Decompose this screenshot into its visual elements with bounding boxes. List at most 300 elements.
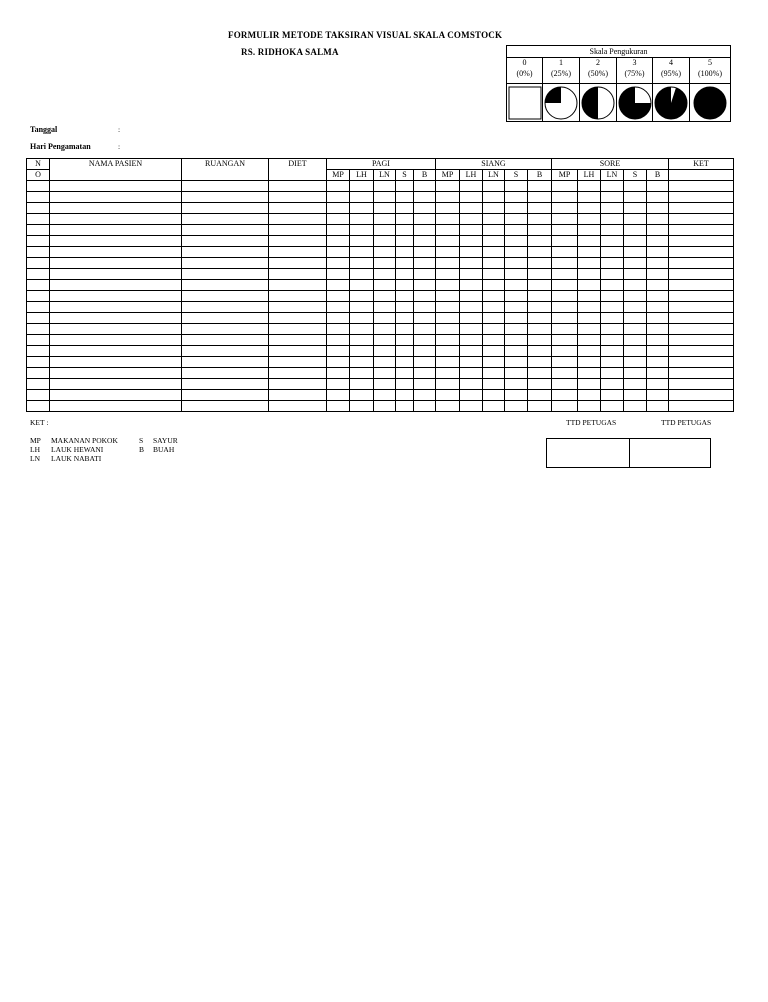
- table-cell[interactable]: [182, 313, 269, 324]
- table-cell[interactable]: [414, 357, 436, 368]
- table-cell[interactable]: [182, 247, 269, 258]
- table-cell[interactable]: [414, 258, 436, 269]
- table-cell[interactable]: [414, 302, 436, 313]
- table-cell[interactable]: [396, 357, 414, 368]
- table-cell[interactable]: [374, 302, 396, 313]
- table-cell[interactable]: [552, 203, 578, 214]
- table-cell[interactable]: [552, 357, 578, 368]
- table-cell[interactable]: [327, 401, 350, 412]
- table-cell[interactable]: [578, 192, 601, 203]
- table-cell[interactable]: [669, 346, 734, 357]
- table-cell[interactable]: [269, 280, 327, 291]
- table-cell[interactable]: [460, 269, 483, 280]
- table-cell[interactable]: [436, 291, 460, 302]
- table-cell[interactable]: [552, 192, 578, 203]
- table-cell[interactable]: [396, 324, 414, 335]
- table-cell[interactable]: [647, 225, 669, 236]
- table-cell[interactable]: [327, 236, 350, 247]
- table-cell[interactable]: [27, 401, 50, 412]
- table-cell[interactable]: [647, 379, 669, 390]
- table-cell[interactable]: [601, 401, 624, 412]
- table-cell[interactable]: [374, 357, 396, 368]
- table-cell[interactable]: [669, 313, 734, 324]
- table-cell[interactable]: [460, 324, 483, 335]
- table-cell[interactable]: [414, 192, 436, 203]
- table-cell[interactable]: [269, 181, 327, 192]
- table-cell[interactable]: [669, 291, 734, 302]
- table-cell[interactable]: [552, 280, 578, 291]
- table-cell[interactable]: [460, 258, 483, 269]
- table-cell[interactable]: [327, 302, 350, 313]
- table-cell[interactable]: [624, 192, 647, 203]
- table-cell[interactable]: [647, 269, 669, 280]
- table-cell[interactable]: [327, 335, 350, 346]
- table-cell[interactable]: [552, 379, 578, 390]
- table-cell[interactable]: [669, 390, 734, 401]
- table-cell[interactable]: [27, 269, 50, 280]
- table-cell[interactable]: [647, 192, 669, 203]
- table-cell[interactable]: [269, 357, 327, 368]
- table-cell[interactable]: [269, 379, 327, 390]
- table-cell[interactable]: [50, 181, 182, 192]
- table-cell[interactable]: [396, 192, 414, 203]
- table-cell[interactable]: [505, 181, 528, 192]
- table-cell[interactable]: [505, 291, 528, 302]
- table-cell[interactable]: [50, 302, 182, 313]
- table-cell[interactable]: [50, 401, 182, 412]
- table-cell[interactable]: [269, 390, 327, 401]
- table-cell[interactable]: [578, 390, 601, 401]
- table-cell[interactable]: [182, 390, 269, 401]
- table-cell[interactable]: [552, 401, 578, 412]
- table-cell[interactable]: [396, 258, 414, 269]
- table-cell[interactable]: [483, 324, 505, 335]
- table-cell[interactable]: [624, 225, 647, 236]
- table-cell[interactable]: [669, 401, 734, 412]
- table-cell[interactable]: [505, 192, 528, 203]
- table-cell[interactable]: [601, 214, 624, 225]
- table-cell[interactable]: [483, 357, 505, 368]
- table-cell[interactable]: [624, 280, 647, 291]
- table-cell[interactable]: [350, 258, 374, 269]
- table-cell[interactable]: [578, 280, 601, 291]
- table-cell[interactable]: [414, 236, 436, 247]
- table-cell[interactable]: [505, 225, 528, 236]
- table-cell[interactable]: [460, 346, 483, 357]
- table-cell[interactable]: [269, 192, 327, 203]
- table-cell[interactable]: [624, 390, 647, 401]
- table-cell[interactable]: [350, 357, 374, 368]
- table-cell[interactable]: [436, 390, 460, 401]
- table-cell[interactable]: [27, 192, 50, 203]
- table-cell[interactable]: [624, 346, 647, 357]
- table-cell[interactable]: [414, 214, 436, 225]
- table-cell[interactable]: [436, 203, 460, 214]
- table-cell[interactable]: [396, 401, 414, 412]
- table-cell[interactable]: [27, 324, 50, 335]
- table-cell[interactable]: [374, 236, 396, 247]
- table-cell[interactable]: [327, 247, 350, 258]
- table-cell[interactable]: [669, 324, 734, 335]
- table-cell[interactable]: [27, 313, 50, 324]
- table-cell[interactable]: [374, 401, 396, 412]
- table-cell[interactable]: [460, 280, 483, 291]
- table-cell[interactable]: [647, 203, 669, 214]
- table-cell[interactable]: [578, 236, 601, 247]
- table-cell[interactable]: [552, 236, 578, 247]
- table-cell[interactable]: [483, 236, 505, 247]
- table-cell[interactable]: [269, 225, 327, 236]
- table-cell[interactable]: [396, 247, 414, 258]
- table-cell[interactable]: [350, 280, 374, 291]
- table-cell[interactable]: [669, 214, 734, 225]
- table-cell[interactable]: [436, 379, 460, 390]
- table-cell[interactable]: [624, 302, 647, 313]
- table-cell[interactable]: [624, 368, 647, 379]
- table-cell[interactable]: [528, 258, 552, 269]
- table-cell[interactable]: [460, 368, 483, 379]
- table-cell[interactable]: [27, 346, 50, 357]
- table-cell[interactable]: [327, 390, 350, 401]
- table-cell[interactable]: [505, 203, 528, 214]
- table-cell[interactable]: [414, 368, 436, 379]
- table-cell[interactable]: [27, 214, 50, 225]
- table-cell[interactable]: [182, 368, 269, 379]
- table-cell[interactable]: [50, 236, 182, 247]
- table-cell[interactable]: [374, 313, 396, 324]
- table-cell[interactable]: [414, 401, 436, 412]
- table-cell[interactable]: [269, 335, 327, 346]
- table-cell[interactable]: [483, 346, 505, 357]
- table-cell[interactable]: [182, 192, 269, 203]
- table-cell[interactable]: [436, 181, 460, 192]
- table-cell[interactable]: [327, 280, 350, 291]
- table-cell[interactable]: [374, 346, 396, 357]
- table-cell[interactable]: [669, 203, 734, 214]
- table-cell[interactable]: [182, 280, 269, 291]
- table-cell[interactable]: [601, 280, 624, 291]
- table-cell[interactable]: [374, 192, 396, 203]
- table-cell[interactable]: [647, 357, 669, 368]
- table-cell[interactable]: [50, 368, 182, 379]
- table-cell[interactable]: [436, 236, 460, 247]
- table-cell[interactable]: [601, 247, 624, 258]
- table-cell[interactable]: [350, 346, 374, 357]
- signature-field-2[interactable]: [630, 439, 712, 467]
- table-cell[interactable]: [396, 214, 414, 225]
- table-cell[interactable]: [647, 258, 669, 269]
- table-cell[interactable]: [601, 203, 624, 214]
- table-cell[interactable]: [414, 203, 436, 214]
- table-cell[interactable]: [552, 368, 578, 379]
- table-cell[interactable]: [269, 324, 327, 335]
- signature-field-1[interactable]: [547, 439, 629, 467]
- table-cell[interactable]: [624, 258, 647, 269]
- table-cell[interactable]: [601, 335, 624, 346]
- table-cell[interactable]: [436, 357, 460, 368]
- table-cell[interactable]: [460, 302, 483, 313]
- table-cell[interactable]: [578, 335, 601, 346]
- table-cell[interactable]: [396, 335, 414, 346]
- table-cell[interactable]: [327, 225, 350, 236]
- table-cell[interactable]: [647, 390, 669, 401]
- table-cell[interactable]: [50, 379, 182, 390]
- table-cell[interactable]: [414, 313, 436, 324]
- table-cell[interactable]: [436, 346, 460, 357]
- table-cell[interactable]: [27, 247, 50, 258]
- table-cell[interactable]: [269, 346, 327, 357]
- table-cell[interactable]: [505, 379, 528, 390]
- table-cell[interactable]: [436, 192, 460, 203]
- table-cell[interactable]: [182, 291, 269, 302]
- table-cell[interactable]: [552, 302, 578, 313]
- table-cell[interactable]: [669, 258, 734, 269]
- table-cell[interactable]: [414, 379, 436, 390]
- table-cell[interactable]: [552, 225, 578, 236]
- table-cell[interactable]: [327, 357, 350, 368]
- table-cell[interactable]: [483, 313, 505, 324]
- table-cell[interactable]: [669, 269, 734, 280]
- table-cell[interactable]: [436, 401, 460, 412]
- table-cell[interactable]: [396, 181, 414, 192]
- table-cell[interactable]: [460, 401, 483, 412]
- table-cell[interactable]: [50, 247, 182, 258]
- table-cell[interactable]: [182, 346, 269, 357]
- table-cell[interactable]: [578, 181, 601, 192]
- table-cell[interactable]: [436, 280, 460, 291]
- table-cell[interactable]: [374, 368, 396, 379]
- table-cell[interactable]: [578, 258, 601, 269]
- table-cell[interactable]: [269, 401, 327, 412]
- table-cell[interactable]: [27, 390, 50, 401]
- table-cell[interactable]: [50, 313, 182, 324]
- table-cell[interactable]: [350, 192, 374, 203]
- table-cell[interactable]: [414, 291, 436, 302]
- table-cell[interactable]: [396, 280, 414, 291]
- table-cell[interactable]: [483, 368, 505, 379]
- table-cell[interactable]: [624, 181, 647, 192]
- table-cell[interactable]: [528, 203, 552, 214]
- table-cell[interactable]: [414, 181, 436, 192]
- table-cell[interactable]: [624, 379, 647, 390]
- table-cell[interactable]: [460, 236, 483, 247]
- table-cell[interactable]: [624, 335, 647, 346]
- table-cell[interactable]: [483, 181, 505, 192]
- table-cell[interactable]: [182, 181, 269, 192]
- table-cell[interactable]: [27, 368, 50, 379]
- table-cell[interactable]: [182, 236, 269, 247]
- table-cell[interactable]: [647, 346, 669, 357]
- table-cell[interactable]: [269, 313, 327, 324]
- table-cell[interactable]: [374, 335, 396, 346]
- table-cell[interactable]: [396, 390, 414, 401]
- table-cell[interactable]: [647, 291, 669, 302]
- table-cell[interactable]: [505, 302, 528, 313]
- table-cell[interactable]: [327, 368, 350, 379]
- table-cell[interactable]: [436, 302, 460, 313]
- table-cell[interactable]: [483, 225, 505, 236]
- table-cell[interactable]: [414, 324, 436, 335]
- table-cell[interactable]: [624, 247, 647, 258]
- table-cell[interactable]: [460, 247, 483, 258]
- table-cell[interactable]: [601, 379, 624, 390]
- table-cell[interactable]: [50, 335, 182, 346]
- table-cell[interactable]: [601, 181, 624, 192]
- table-cell[interactable]: [483, 291, 505, 302]
- table-cell[interactable]: [374, 203, 396, 214]
- table-cell[interactable]: [483, 247, 505, 258]
- table-cell[interactable]: [528, 401, 552, 412]
- table-cell[interactable]: [436, 368, 460, 379]
- table-cell[interactable]: [50, 203, 182, 214]
- table-cell[interactable]: [578, 225, 601, 236]
- table-cell[interactable]: [374, 291, 396, 302]
- table-cell[interactable]: [182, 324, 269, 335]
- table-cell[interactable]: [414, 225, 436, 236]
- table-cell[interactable]: [578, 379, 601, 390]
- table-cell[interactable]: [528, 302, 552, 313]
- table-cell[interactable]: [505, 247, 528, 258]
- table-cell[interactable]: [50, 324, 182, 335]
- table-cell[interactable]: [414, 280, 436, 291]
- table-cell[interactable]: [350, 368, 374, 379]
- table-cell[interactable]: [601, 302, 624, 313]
- table-cell[interactable]: [350, 379, 374, 390]
- table-cell[interactable]: [578, 203, 601, 214]
- table-cell[interactable]: [552, 269, 578, 280]
- table-cell[interactable]: [528, 247, 552, 258]
- table-cell[interactable]: [374, 214, 396, 225]
- table-cell[interactable]: [50, 291, 182, 302]
- table-cell[interactable]: [624, 291, 647, 302]
- table-cell[interactable]: [182, 379, 269, 390]
- table-cell[interactable]: [182, 269, 269, 280]
- table-cell[interactable]: [27, 291, 50, 302]
- table-cell[interactable]: [50, 280, 182, 291]
- table-cell[interactable]: [327, 203, 350, 214]
- table-cell[interactable]: [350, 324, 374, 335]
- table-cell[interactable]: [50, 214, 182, 225]
- table-cell[interactable]: [669, 280, 734, 291]
- table-cell[interactable]: [436, 324, 460, 335]
- table-cell[interactable]: [483, 379, 505, 390]
- table-cell[interactable]: [601, 324, 624, 335]
- table-cell[interactable]: [528, 379, 552, 390]
- table-cell[interactable]: [669, 247, 734, 258]
- table-cell[interactable]: [350, 236, 374, 247]
- table-cell[interactable]: [27, 236, 50, 247]
- table-cell[interactable]: [578, 346, 601, 357]
- table-cell[interactable]: [483, 258, 505, 269]
- table-cell[interactable]: [396, 346, 414, 357]
- table-cell[interactable]: [396, 203, 414, 214]
- table-cell[interactable]: [350, 181, 374, 192]
- table-cell[interactable]: [269, 302, 327, 313]
- table-cell[interactable]: [552, 291, 578, 302]
- table-cell[interactable]: [350, 214, 374, 225]
- table-cell[interactable]: [182, 258, 269, 269]
- table-cell[interactable]: [414, 247, 436, 258]
- table-cell[interactable]: [396, 269, 414, 280]
- table-cell[interactable]: [27, 225, 50, 236]
- table-cell[interactable]: [528, 313, 552, 324]
- table-cell[interactable]: [374, 247, 396, 258]
- table-cell[interactable]: [350, 302, 374, 313]
- table-cell[interactable]: [647, 368, 669, 379]
- table-cell[interactable]: [350, 401, 374, 412]
- table-cell[interactable]: [374, 379, 396, 390]
- table-cell[interactable]: [601, 225, 624, 236]
- table-cell[interactable]: [396, 291, 414, 302]
- table-cell[interactable]: [27, 258, 50, 269]
- table-cell[interactable]: [436, 214, 460, 225]
- table-cell[interactable]: [460, 181, 483, 192]
- table-cell[interactable]: [269, 258, 327, 269]
- table-cell[interactable]: [436, 247, 460, 258]
- table-cell[interactable]: [483, 390, 505, 401]
- table-cell[interactable]: [528, 324, 552, 335]
- table-cell[interactable]: [182, 401, 269, 412]
- table-cell[interactable]: [50, 258, 182, 269]
- table-cell[interactable]: [374, 181, 396, 192]
- table-cell[interactable]: [552, 335, 578, 346]
- table-cell[interactable]: [578, 214, 601, 225]
- table-cell[interactable]: [505, 280, 528, 291]
- table-cell[interactable]: [269, 291, 327, 302]
- table-cell[interactable]: [601, 269, 624, 280]
- table-cell[interactable]: [624, 269, 647, 280]
- table-cell[interactable]: [505, 357, 528, 368]
- table-cell[interactable]: [50, 390, 182, 401]
- table-cell[interactable]: [327, 324, 350, 335]
- table-cell[interactable]: [396, 313, 414, 324]
- table-cell[interactable]: [27, 335, 50, 346]
- table-cell[interactable]: [327, 313, 350, 324]
- table-cell[interactable]: [528, 335, 552, 346]
- table-cell[interactable]: [350, 203, 374, 214]
- table-cell[interactable]: [624, 324, 647, 335]
- table-cell[interactable]: [374, 258, 396, 269]
- table-cell[interactable]: [436, 269, 460, 280]
- table-cell[interactable]: [578, 324, 601, 335]
- table-cell[interactable]: [50, 192, 182, 203]
- table-cell[interactable]: [505, 324, 528, 335]
- table-cell[interactable]: [269, 214, 327, 225]
- table-cell[interactable]: [624, 357, 647, 368]
- table-cell[interactable]: [528, 181, 552, 192]
- table-cell[interactable]: [269, 368, 327, 379]
- table-cell[interactable]: [327, 346, 350, 357]
- table-cell[interactable]: [460, 313, 483, 324]
- table-cell[interactable]: [624, 236, 647, 247]
- table-cell[interactable]: [50, 225, 182, 236]
- table-cell[interactable]: [414, 390, 436, 401]
- table-cell[interactable]: [669, 236, 734, 247]
- table-cell[interactable]: [374, 269, 396, 280]
- table-cell[interactable]: [552, 247, 578, 258]
- table-cell[interactable]: [528, 280, 552, 291]
- table-cell[interactable]: [27, 203, 50, 214]
- table-cell[interactable]: [396, 368, 414, 379]
- table-cell[interactable]: [414, 269, 436, 280]
- table-cell[interactable]: [436, 225, 460, 236]
- table-cell[interactable]: [505, 401, 528, 412]
- table-cell[interactable]: [669, 357, 734, 368]
- table-cell[interactable]: [50, 346, 182, 357]
- table-cell[interactable]: [528, 346, 552, 357]
- table-cell[interactable]: [27, 302, 50, 313]
- table-cell[interactable]: [578, 357, 601, 368]
